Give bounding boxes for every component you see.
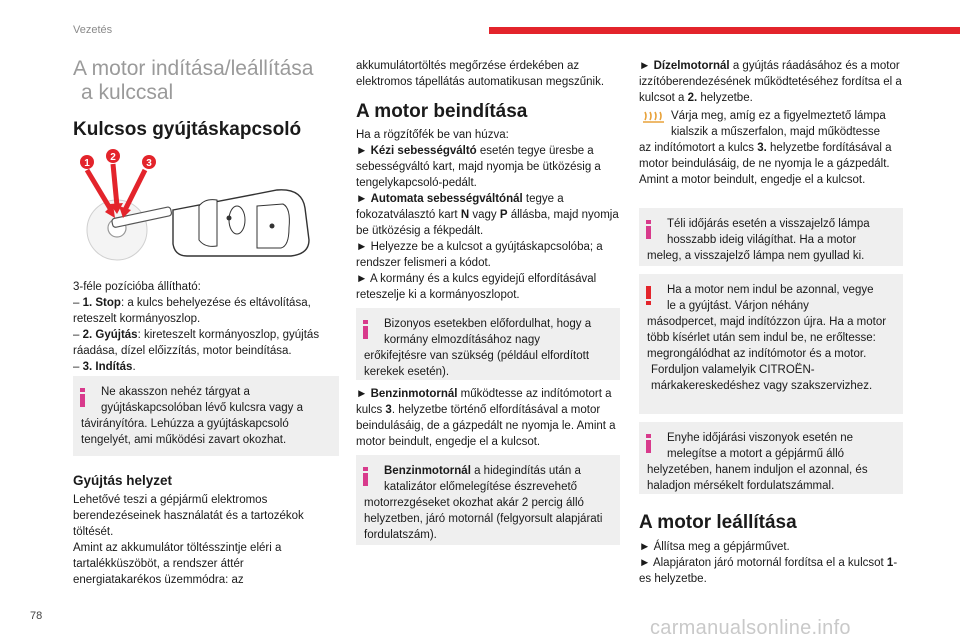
info-note-winter: Téli időjárás esetén a visszajelző lámpa hosszabb ideig világíthat. Ha a motor meleg, a visszajelző lámpa nem gyullad ki. bbox=[639, 208, 903, 266]
page-title-line1: A motor indítása/leállítása bbox=[73, 57, 314, 80]
info-note-steering: Bizonyos esetekben előfordulhat, hogy a kormány elmozdításához nagy erőkifejtésre van szükség (például elfordított kerekek esetén). bbox=[356, 308, 620, 380]
step-automatic: ► Automata sebességváltónál tegye a fokozatválasztó kart N vagy P állásba, majd nyomja be ütközésig a fékpedált. bbox=[356, 193, 619, 237]
step-insert-key: ► Helyezze be a kulcsot a gyújtáskapcsolóba; a rendszer felismeri a kódot. bbox=[356, 241, 603, 269]
info-icon bbox=[79, 388, 87, 408]
info-icon bbox=[645, 434, 653, 454]
section-heading-stop: A motor leállítása bbox=[639, 512, 797, 533]
callout-3: 3 bbox=[146, 158, 152, 169]
start-steps bbox=[356, 127, 624, 303]
continued-text: akkumulátortöltés megőrzése érdekében az elektromos tápellátás automatikusan megszűnik. bbox=[356, 60, 605, 88]
glow-plug-lamp-icon bbox=[643, 110, 665, 124]
info-icon bbox=[362, 467, 370, 487]
stop-steps bbox=[639, 539, 907, 587]
position-intro: 3-féle pozícióba állítható: bbox=[73, 281, 201, 293]
info-icon bbox=[645, 220, 653, 240]
warning-icon bbox=[645, 286, 653, 306]
position-item-stop: – 1. Stop: a kulcs behelyezése és eltávolítása, reteszelt kormányoszlop. bbox=[73, 297, 311, 325]
position-list bbox=[73, 295, 341, 375]
info-icon bbox=[362, 320, 370, 340]
warning-note-no-start: Ha a motor nem indul be azonnal, vegye le a gyújtást. Várjon néhány másodpercet, majd indítózzon újra. Ha a motor több kísérlet után sem indul be, ne erőltesse: megrongálódhat az indítómotor és a motor. Forduljon valamelyik CITROËN-márkakereskedéshez vagy szakszervizhez. bbox=[639, 274, 903, 414]
info-note-mild-weather: Enyhe időjárási viszonyok esetén ne melegítse a motort a gépjármű álló helyzetében, hanem induljon el azonnal, és haladjon mérsékelt fordulatszámmal. bbox=[639, 422, 903, 494]
ignition-para-1: Lehetővé teszi a gépjármű elektromos berendezéseinek használatát és a tartozékok töltését. bbox=[73, 494, 304, 538]
position-item-ignition: – 2. Gyújtás: kireteszelt kormányoszlop, gyújtás ráadása, dízel előizzítás, motor beindítása. bbox=[73, 329, 320, 357]
step-diesel: ► Dízelmotornál a gyújtás ráadásához és a motor izzítóberendezésének működtetéséhez fordítsa el a kulcsot a 2. helyzetbe. bbox=[639, 60, 902, 104]
info-note-petrol-coldstart: Benzinmotornál a hidegindítás után a katalizátor előmelegítése észrevehető motorrezgéseket okozhat akár 2 percig álló helyzetben, járó motornál (felgyorsult alapjárati fordulatszám). bbox=[356, 455, 620, 545]
info-note-key-weight: Ne akasszon nehéz tárgyat a gyújtáskapcsolóban lévő kulcsra vagy a távirányítóra. Lehúzza a gyújtáskapcsoló tengelyét, ami működési zavart okozhat. bbox=[73, 376, 339, 456]
section-heading-ignition: Kulcsos gyújtáskapcsoló bbox=[73, 119, 302, 140]
stop-step-2: ► Alapjáraton járó motornál fordítsa el a kulcsot 1-es helyzetbe. bbox=[639, 557, 898, 585]
header-accent-bar bbox=[489, 27, 960, 34]
ignition-para-2: Amint az akkumulátor töltésszintje eléri a tartalékküszöböt, a rendszer áttér energiatakarékos üzemmódra: az bbox=[73, 542, 282, 586]
start-intro: Ha a rögzítőfék be van húzva: bbox=[356, 129, 509, 141]
callout-2: 2 bbox=[110, 152, 116, 163]
section-title: Vezetés bbox=[73, 24, 113, 36]
step-petrol-start: ► Benzinmotornál működtesse az indítómotort a kulcs 3. helyzetbe történő elfordításával a motor beindulásáig, de a gázpedált ne nyomja le. Amint a motor beindult, engedje el a kulcsot. bbox=[356, 388, 616, 448]
key-figure bbox=[77, 148, 327, 268]
position-item-start: – 3. Indítás. bbox=[73, 361, 136, 373]
subheading-ignition-position: Gyújtás helyzet bbox=[73, 473, 173, 488]
diesel-wait-text: Várja meg, amíg ez a figyelmeztető lámpa kialszik a műszerfalon, majd működtesse az indítómotort a kulcs 3. helyzetbe fordításával a motor beindulásáig, de ne nyomja le a gázpedált. Amint a motor beindult, engedje el a kulcsot. bbox=[639, 110, 892, 186]
watermark: carmanualsonline.info bbox=[650, 617, 851, 639]
step-unlock-column: ► A kormány és a kulcs egyidejű elfordításával reteszelje ki a kormányoszlopot. bbox=[356, 273, 597, 301]
callout-1: 1 bbox=[84, 158, 90, 169]
step-manual: ► Kézi sebességváltó esetén tegye üresbe a sebességváltó kart, majd nyomja be ütközésig a tengelykapcsoló-pedált. bbox=[356, 145, 601, 189]
section-heading-start: A motor beindítása bbox=[356, 101, 528, 122]
page-title-line2: a kulccsal bbox=[81, 81, 174, 104]
page-number: 78 bbox=[30, 610, 43, 622]
stop-step-1: ► Állítsa meg a gépjárművet. bbox=[639, 541, 790, 553]
